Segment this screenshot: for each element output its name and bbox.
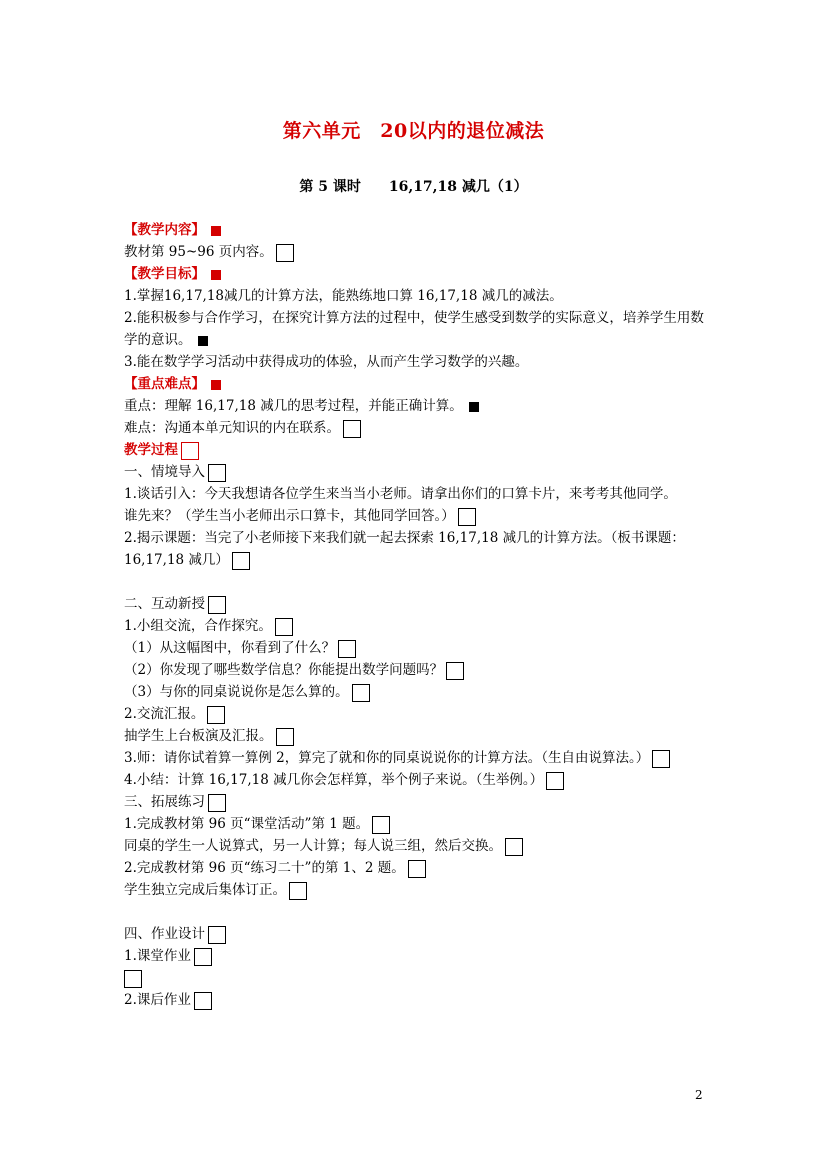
process-step-2-2a: 抽学生上台板演及汇报。	[124, 728, 273, 744]
square-marker-icon	[198, 336, 208, 346]
key-difficulty: 难点：沟通本单元知识的内在联系。	[124, 420, 340, 436]
checkbox-icon	[194, 992, 212, 1010]
section-heading-content: 【教学内容】	[124, 222, 205, 238]
content-text: 教材第 95~96 页内容。	[124, 244, 273, 260]
checkbox-icon	[458, 508, 476, 526]
square-marker-icon	[211, 270, 221, 280]
square-marker-icon	[211, 226, 221, 236]
checkbox-icon	[124, 970, 142, 988]
process-step-4: 四、作业设计	[124, 926, 205, 942]
square-marker-icon	[211, 380, 221, 390]
lesson-subtitle: 第 5 课时 16,17,18 减几（1）	[299, 179, 528, 195]
document-title: 第六单元 20以内的退位减法	[282, 120, 545, 142]
page-number: 2	[695, 1088, 703, 1102]
checkbox-icon	[372, 816, 390, 834]
process-step-2: 二、互动新授	[124, 596, 205, 612]
checkbox-icon	[276, 244, 294, 262]
checkbox-icon	[652, 750, 670, 768]
process-step-2-1a: （1）从这幅图中，你看到了什么？	[124, 640, 336, 656]
process-step-3-2: 2.完成教材第 96 页“练习二十”的第 1、2 题。	[124, 860, 405, 876]
process-step-3-2a: 学生独立完成后集体订正。	[124, 882, 286, 898]
process-step-3-1a: 同桌的学生一人说算式，另一人计算；每人说三组，然后交换。	[124, 838, 502, 854]
process-step-2-1c: （3）与你的同桌说说你是怎么算的。	[124, 684, 349, 700]
key-focus: 重点：理解 16,17,18 减几的思考过程，并能正确计算。	[124, 398, 463, 414]
checkbox-icon	[232, 552, 250, 570]
process-step-1-1b: 谁先来？（学生当小老师出示口算卡，其他同学回答。）	[124, 508, 455, 524]
process-step-2-1b: （2）你发现了哪些数学信息？你能提出数学问题吗？	[124, 662, 444, 678]
checkbox-icon	[505, 838, 523, 856]
section-heading-process: 教学过程	[124, 442, 178, 458]
checkbox-icon	[289, 882, 307, 900]
checkbox-icon	[208, 596, 226, 614]
checkbox-icon	[352, 684, 370, 702]
process-step-1: 一、情境导入	[124, 464, 205, 480]
process-step-2-2: 2.交流汇报。	[124, 706, 205, 722]
goal-3: 3.能在数学学习活动中获得成功的体验，从而产生学习数学的兴趣。	[124, 354, 529, 370]
process-step-4-1: 1.课堂作业	[124, 948, 191, 964]
section-heading-key-points: 【重点难点】	[124, 376, 205, 392]
checkbox-icon	[194, 948, 212, 966]
process-step-1-1a: 1.谈话引入：今天我想请各位学生来当当小老师。请拿出你们的口算卡片，来考考其他同学。	[124, 486, 677, 502]
checkbox-icon	[446, 662, 464, 680]
process-step-2-3: 3.师：请你试着算一算例 2，算完了就和你的同桌说说你的计算方法。（生自由说算法。）	[124, 750, 650, 766]
checkbox-icon	[276, 728, 294, 746]
checkbox-icon	[208, 794, 226, 812]
checkbox-icon	[408, 860, 426, 878]
checkbox-icon	[275, 618, 293, 636]
process-step-2-1: 1.小组交流，合作探究。	[124, 618, 272, 634]
section-heading-goals: 【教学目标】	[124, 266, 205, 282]
process-step-1-2b: 16,17,18 减几）	[124, 552, 229, 568]
process-step-3-1: 1.完成教材第 96 页“课堂活动”第 1 题。	[124, 816, 370, 832]
checkbox-icon	[208, 926, 226, 944]
process-step-3: 三、拓展练习	[124, 794, 205, 810]
process-step-4-2: 2.课后作业	[124, 992, 191, 1008]
checkbox-icon	[208, 464, 226, 482]
goal-1: 1.掌握16,17,18减几的计算方法，能熟练地口算 16,17,18 减几的减法。	[124, 288, 563, 304]
checkbox-icon	[343, 420, 361, 438]
process-step-1-2a: 2.揭示课题：当完了小老师接下来我们就一起去探索 16,17,18 减几的计算方法。（板书课题：	[124, 530, 685, 546]
checkbox-icon	[207, 706, 225, 724]
checkbox-icon	[338, 640, 356, 658]
lesson-plan-body	[124, 219, 714, 1011]
checkbox-icon	[181, 442, 199, 460]
square-marker-icon	[469, 402, 479, 412]
process-step-2-4: 4.小结：计算 16,17,18 减几你会怎样算，举个例子来说。（生举例。）	[124, 772, 544, 788]
checkbox-icon	[546, 772, 564, 790]
goal-2: 2.能积极参与合作学习，在探究计算方法的过程中，使学生感受到数学的实际意义，培养学生用数学的意识。	[124, 310, 704, 348]
